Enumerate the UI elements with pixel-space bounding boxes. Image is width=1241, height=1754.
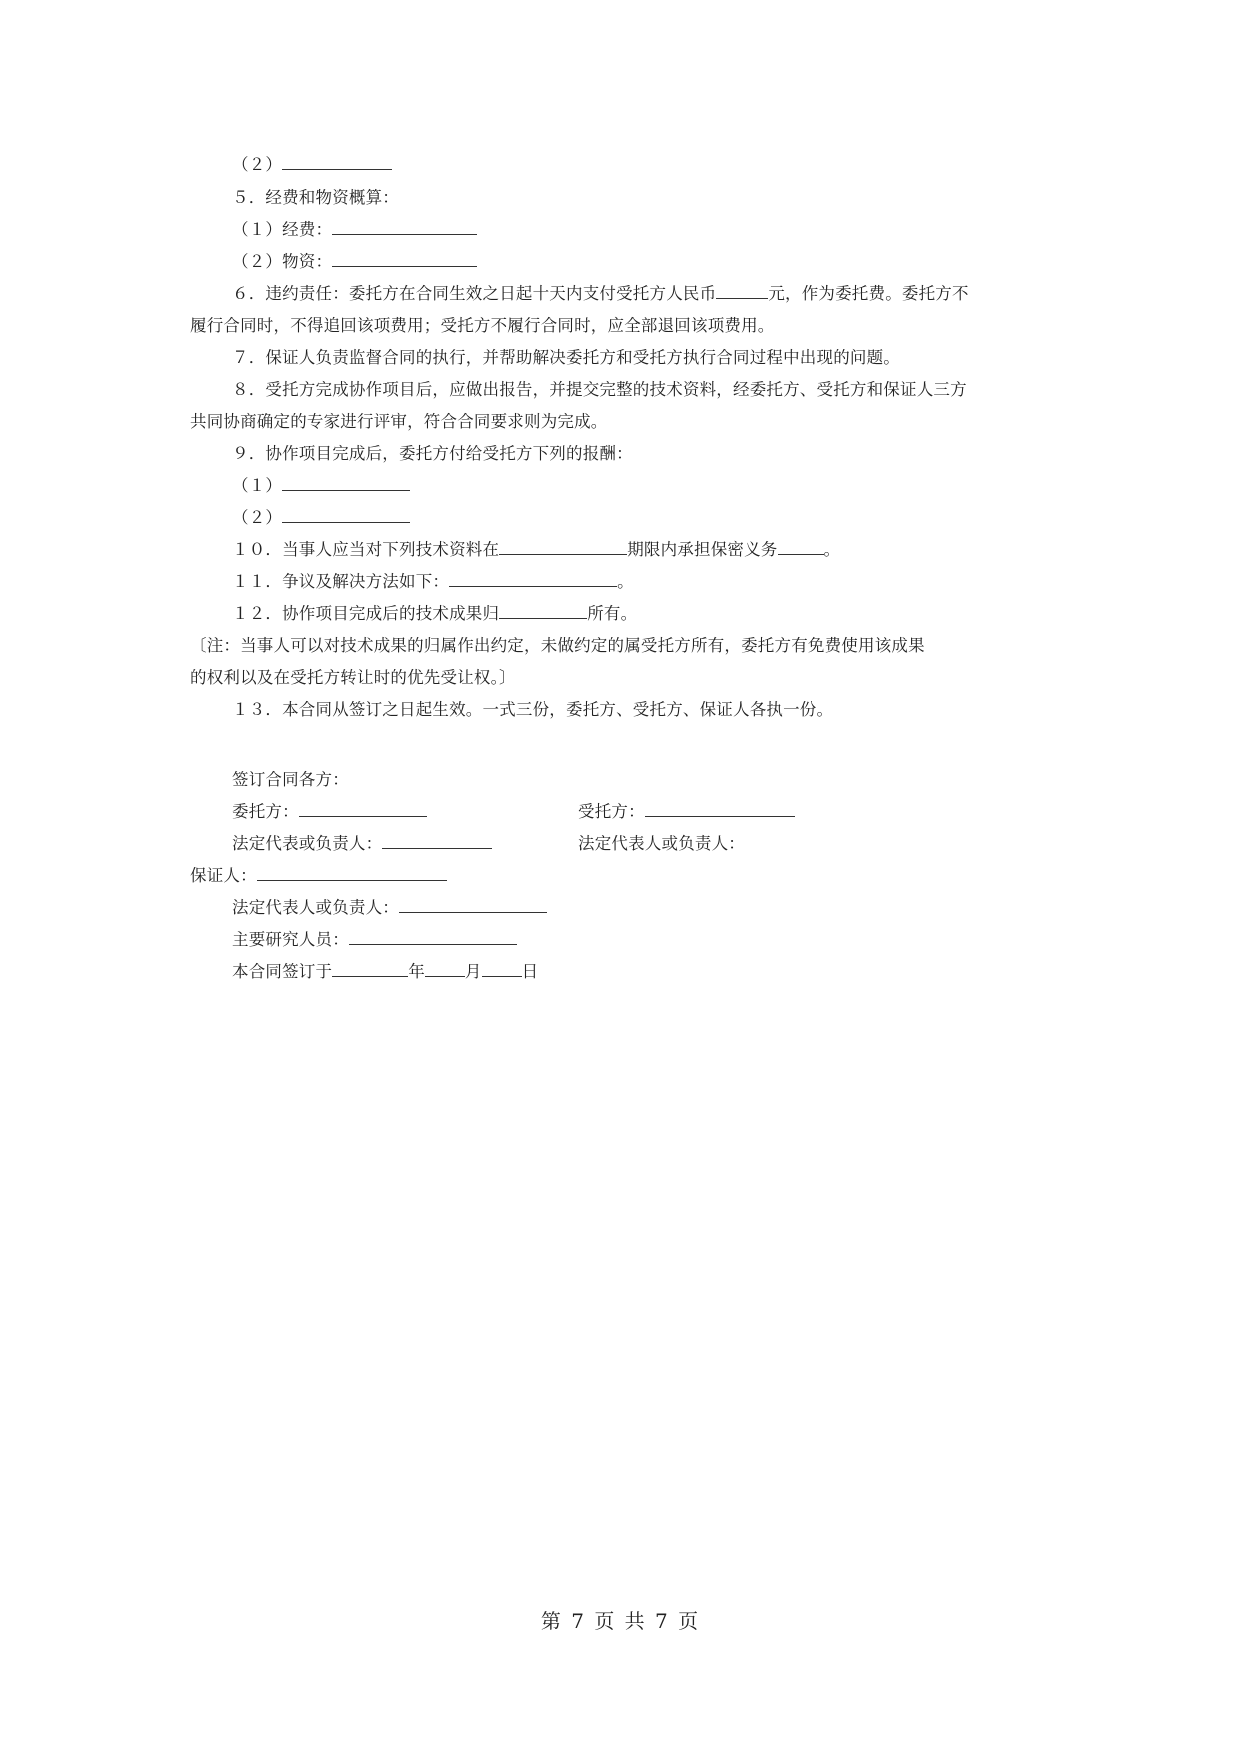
confidential-period-blank	[778, 540, 824, 555]
owner-blank	[499, 604, 587, 619]
funds-line	[232, 219, 477, 241]
clause-10-text-c: 。	[823, 540, 841, 559]
reward-1-label: （１）	[232, 476, 283, 495]
clause-8-line-1	[232, 379, 967, 401]
trustee-rep-label: 法定代表人或负责人：	[578, 834, 745, 853]
item-4-2-label: （２）	[232, 155, 283, 174]
clause-5-heading	[232, 187, 399, 209]
signing-heading	[232, 769, 349, 791]
item-4-2-line	[232, 154, 392, 176]
page-number: 第 7 页 共 7 页	[540, 1609, 701, 1633]
note-text-a: 〔注：当事人可以对技术成果的归属作出约定，未做约定的属受托方所有，委托方有免费使用该成果	[190, 636, 925, 655]
clause-8-text-a: ８．受托方完成协作项目后，应做出报告，并提交完整的技术资料，经委托方、受托方和保证人三方	[232, 380, 967, 399]
clause-13-text: １３．本合同从签订之日起生效。一式三份，委托方、受托方、保证人各执一份。	[232, 700, 834, 719]
researchers-blank	[349, 930, 517, 945]
clause-10-text-a: １０．当事人应当对下列技术资料在	[232, 540, 500, 559]
guarantor-label: 保证人：	[190, 866, 257, 885]
clause-12-text-a: １２．协作项目完成后的技术成果归	[232, 604, 500, 623]
clause-10-line	[232, 539, 840, 561]
signing-date-line	[232, 961, 538, 983]
guarantor-rep-blank	[399, 898, 547, 913]
year-blank	[332, 962, 408, 977]
guarantor-blank	[257, 866, 447, 881]
note-text-b: 的权利以及在受托方转让时的优先受让权。〕	[190, 668, 516, 687]
trustee-blank	[645, 802, 795, 817]
month-label: 月	[464, 962, 482, 981]
page-footer	[0, 1605, 1241, 1634]
clause-11-text-a: １１．争议及解决方法如下：	[232, 572, 450, 591]
guarantor-line	[190, 865, 447, 887]
guarantor-rep-label: 法定代表人或负责人：	[232, 898, 399, 917]
reward-1-blank	[282, 476, 410, 491]
trustee-sign-line	[578, 801, 795, 823]
client-rep-label: 法定代表或负责人：	[232, 834, 383, 853]
trustee-label: 受托方：	[578, 802, 645, 821]
date-prefix: 本合同签订于	[232, 962, 333, 981]
clause-12-text-b: 所有。	[587, 604, 638, 623]
client-rep-blank	[382, 834, 492, 849]
reward-1-line	[232, 475, 410, 497]
reward-2-line	[232, 507, 410, 529]
clause-8-text-b: 共同协商确定的专家进行评审，符合合同要求则为完成。	[190, 412, 608, 431]
day-label: 日	[521, 962, 539, 981]
amount-blank	[716, 284, 768, 299]
year-label: 年	[408, 962, 425, 981]
materials-line	[232, 251, 477, 273]
confidential-doc-blank	[499, 540, 627, 555]
client-blank	[299, 802, 427, 817]
month-blank	[425, 962, 465, 977]
clause-6-line-2	[190, 315, 775, 337]
clause-11-line	[232, 571, 634, 593]
funds-label: （１）经费：	[232, 220, 333, 239]
materials-blank	[332, 252, 477, 267]
funds-blank	[332, 220, 477, 235]
trustee-rep-line	[578, 833, 745, 855]
note-line-2	[190, 667, 516, 689]
client-rep-line	[232, 833, 492, 855]
clause-13-line	[232, 699, 833, 721]
blank-field	[282, 155, 392, 170]
clause-6-line-1	[232, 283, 969, 305]
clause-9-line	[232, 443, 633, 465]
clause-11-text-b: 。	[617, 572, 634, 591]
clause-7-line	[232, 347, 900, 369]
researchers-label: 主要研究人员：	[232, 930, 349, 949]
clause-10-text-b: 期限内承担保密义务	[627, 540, 778, 559]
clause-5-text: ５．经费和物资概算：	[232, 188, 399, 207]
clause-8-line-2	[190, 411, 608, 433]
day-blank	[482, 962, 522, 977]
client-label: 委托方：	[232, 802, 299, 821]
signing-heading-text: 签订合同各方：	[232, 770, 349, 789]
materials-label: （２）物资：	[232, 252, 333, 271]
clause-6-text-b: 元，作为委托费。委托方不	[768, 284, 969, 303]
guarantor-rep-line	[232, 897, 547, 919]
researchers-line	[232, 929, 517, 951]
clause-6-text-c: 履行合同时，不得追回该项费用；受托方不履行合同时，应全部退回该项费用。	[190, 316, 775, 335]
note-line-1	[190, 635, 925, 657]
dispute-blank	[449, 572, 617, 587]
clause-9-text: ９．协作项目完成后，委托方付给受托方下列的报酬：	[232, 444, 633, 463]
reward-2-label: （２）	[232, 508, 283, 527]
clause-7-text: ７．保证人负责监督合同的执行，并帮助解决委托方和受托方执行合同过程中出现的问题。	[232, 348, 900, 367]
clause-12-line	[232, 603, 637, 625]
reward-2-blank	[282, 508, 410, 523]
clause-6-text-a: ６．违约责任：委托方在合同生效之日起十天内支付受托方人民币	[232, 284, 717, 303]
client-sign-line	[232, 801, 427, 823]
